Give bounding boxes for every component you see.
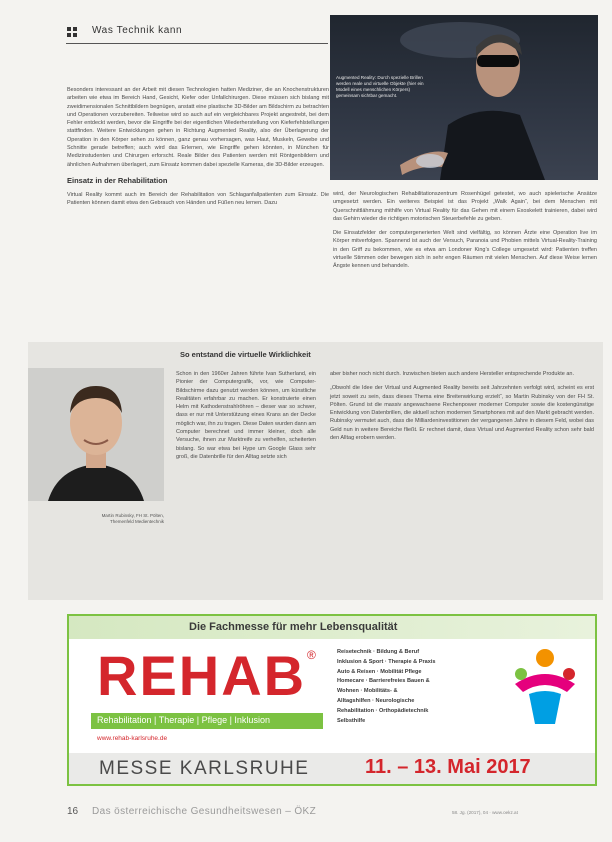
body-paragraph: Virtual Reality kommt auch im Bereich der Rehabilitation von Schlaganfallpatienten zum Einsatz. Die Patienten können damit etwa den Gebrauch von Händen und Füßen neu lernen. Dazu [67,191,329,207]
ad-date: 11. – 13. Mai 2017 [365,756,531,778]
body-paragraph: Die Einsatzfelder der computergenerierten Welt sind vielfältig, so können Ärzte eine Operation live im Körper mitverfolgen. Spannend ist auch der Versuch, Paranoia und Phobien mittels Virtual-Reality-Training in den Griff zu bekommen, wie es etwa am Londoner King’s College umgesetzt wird: Patienten treffen virtuelle Stimmen oder bewegen sich in sehr engen Räumen mit vielen Menschen. Auf diese Weise lernen Ängste kennen und behandeln. [333,230,597,270]
portrait-caption: Martin Rubinsky, FH St. Pölten, Themenfeld Medientechnik [101,513,164,524]
box-column-1 [176,370,316,461]
portrait-photo [28,368,164,501]
right-column [333,190,597,271]
publication-title: Das österreichische Gesundheitswesen – ÖKZ [92,806,317,817]
page-number: 16 [67,806,79,817]
body-paragraph: Besonders interessant an der Arbeit mit diesen Technologien hatten Mediziner, die an Knochenstrukturen arbeiten wie etwa im Bereich Hand, Gesicht, Kiefer oder Unfallchirurgen. Diese müssen sich bislang mit zweidimensionalen Schnittbildern begnügen, anstatt eine plastische 3D-Bilder am Bildschirm zu betrachten und Operationen vorzubereiten. Teilweise wird so auch auf ein vergleichbares Projekt angestrebt, bei dem Fehler entdeckt werden, bevor die Eingriffe bei der eigentlichen Wiederherstellung von Kieferfehlstellungen stattfinden. Weitere Entwicklungen gehen in Richtung Augmented Reality, also der Überlagerung der Operation in den Körper sehen zu können, ganz genau vorhersagen, was Haut, Muskeln, Gewebe und Schnitte gerade betreffen; auch wird das Erlernen, wie Eingriffe gehen könnten, in München für Medizinstudenten und Chirurgen erforscht. Reale Bilder des Patienten werden mit Röntgenbildern und ähnlichen Aufnahmen überlagert, zum Einsatz kommen dabei spezielle Kameras, die 3D-Bilder erzeugen. [67,87,329,168]
box-column-2 [330,370,594,442]
publication-meta: 58. Jg. (2017), 04 · www.oekz.at [452,810,518,815]
registered-mark: ® [307,648,316,662]
ad-venue: MESSE KARLSRUHE [99,758,310,779]
box-paragraph: „Obwohl die Idee der Virtual und Augmented Reality bereits seit Jahrzehnten verfolgt wird, scheint es erst jetzt soweit zu sein, dass dieses Thema eine Breitenwirkung erzielt“, so Martin Rubinsky von der FH St. Pölten. Grund ist die massiv angewachsene Rechenpower moderner Computer sowie die kostengünstige Entwicklung von Datenbrillen, die aktuell schon modernen Smartphones mit auf den Markt gebracht werden. Rubinsky vermutet auch, dass die Milliardeninvestitionen der vergangenen Jahre in diesem Feld, wobei das Geld nun in weitere Bereiche fließt. Er rechnet damit, dass Virtual und Augmented Reality schon sehr bald den Alltag erobern werden. [330,385,594,442]
rehab-logo: REHAB [97,644,307,707]
section-title: Was Technik kann [92,25,183,36]
ad-url-link[interactable]: www.rehab-karlsruhe.de [97,735,168,742]
ad-subtitle: Rehabilitation | Therapie | Pflege | Inklusion [97,715,270,725]
subheading-rehabilitation: Einsatz in der Rehabilitation [67,175,168,185]
portrait-illustration [28,368,164,501]
people-figure-icon [505,644,585,739]
header-rule [66,43,328,44]
rehab-advertisement[interactable] [67,614,597,786]
left-column [67,86,329,208]
box-paragraph: aber bisher noch nicht durch. Inzwischen bieten auch andere Hersteller entsprechende Produkte an. [330,371,574,377]
info-box-title: So entstand die virtuelle Wirklichkeit [180,350,311,359]
body-paragraph: wird, der Neurologischen Rehabilitationszentrum Rosenhügel getestet, wo auch spielerische Ansätze umgesetzt werden. Ein weiteres Beispiel ist das Projekt „Walk Again“, bei dem Menschen mit Querschnittlähmung mithilfe von Virtual Reality für das Gehen mit einem Exoskelett trainieren, dabei wird das Gehirn wieder die richtigen motorischen Steuerbefehle zu geben. [333,191,597,222]
ad-tagline: Die Fachmesse für mehr Lebensqualität [189,621,398,633]
ad-topics-list: Reisetechnik · Bildung & Beruf Inklusion & Sport · Therapie & Praxis Auto & Reisen · Mobilität Pflege Homecare · Barrierefreies Bauen & Wohnen · Mobilitäts- & Alltagshilfen · Neurologische Rehabilitation · Orthopädietechnik Selbsthilfe [337,649,436,724]
ar-glasses-photo [330,15,598,180]
photo-caption: Augmented Reality: Durch spezielle Brillen werden reale und virtuelle Objekte (hier ein Modell eines menschlichen Körpers) gemeinsam sichtbar gemacht. [336,75,424,98]
box-paragraph: Schon in den 1960er Jahren führte Ivan Sutherland, ein Pionier der Computergrafik, vor, wie Computer-Bildschirme dazu genutzt werden können, um künstliche Realitäten erfahrbar zu machen. Er konstruierte einen Helm mit Kathodenstrahlröhren – dieser war so schwer, dass er nur mit Unterstützung eines Krans an der Decke möglich war, ihn zu tragen. Diese Daten wurden dann am Computer berechnet und immer kleiner, doch alle Versuche, ihnen zur Marktreife zu verhelfen, scheiterten bislang. So war etwa bei Hype um Google Glass sehr groß, die Datenbrille für den Alltag setzte sich [176,371,316,460]
section-grid-icon [67,27,77,37]
